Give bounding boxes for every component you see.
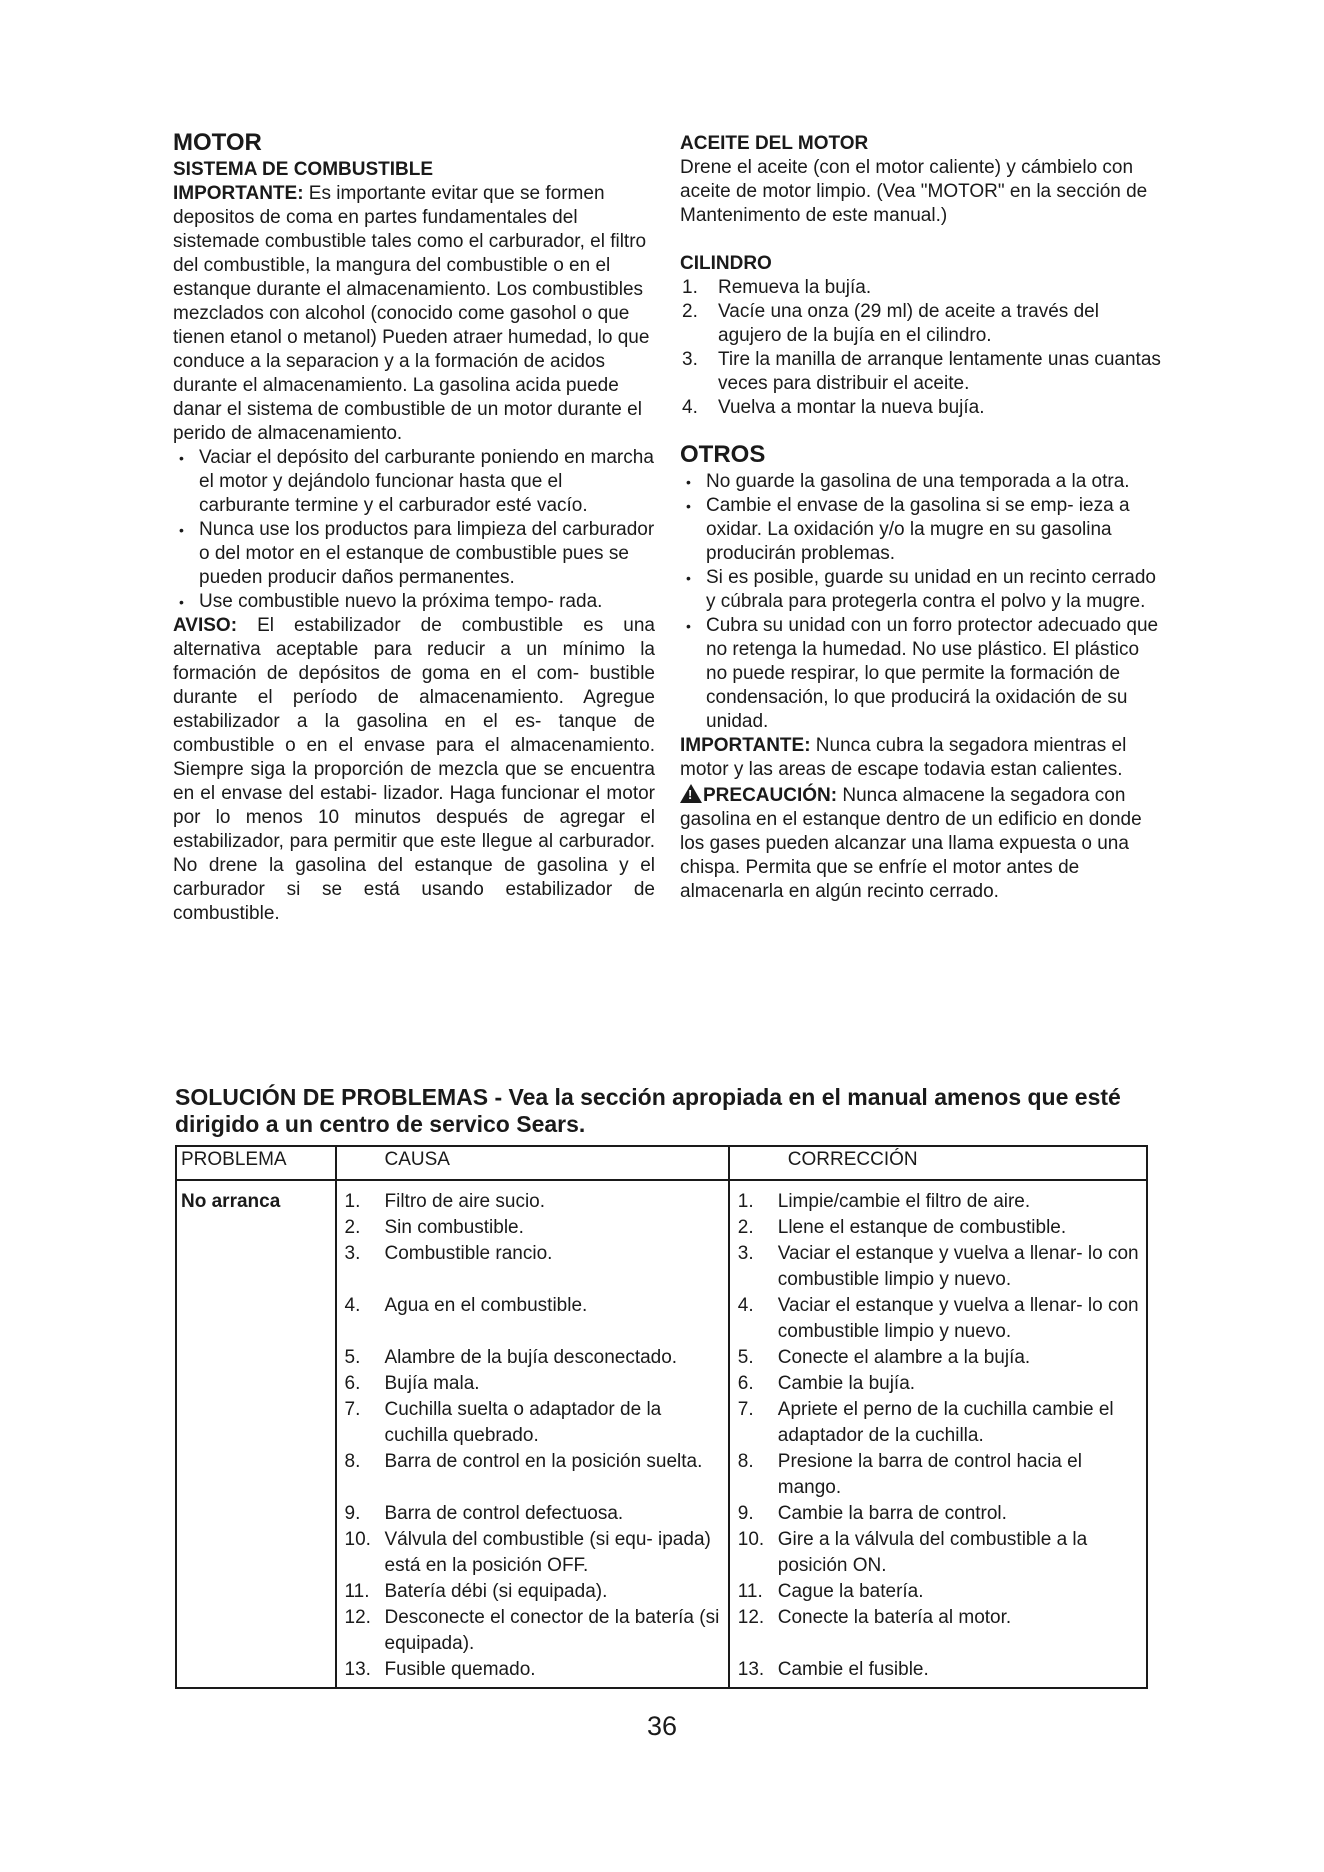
caution-label: PRECAUCIÓN: [703,785,838,806]
problem-cell: No arranca [176,1180,336,1688]
list-item: 3. Tire la manilla de arranque lentamente unas cuantas veces para distribuir el aceite. [682,349,1161,394]
cause-item: 4. Agua en el combustible. [344,1295,588,1316]
cause-item: 6. Bujía mala. [344,1373,480,1394]
list-item: • Vaciar el depósito del carburante poniendo en marcha el motor y dejándolo funcionar hasta que el carburante termine y el carburador esté vacío. [173,446,655,518]
right-important-paragraph [680,734,1162,782]
list-item: 4. Vuelva a montar la nueva bujía. [682,397,985,418]
cause-item: 2. Sin combustible. [344,1217,524,1238]
caution-text: Nunca almacene la segadora con gasolina en el estanque dentro de un edificio en donde los gases pueden alcanzar una llama expuesta o una chispa. Permita que se enfríe el motor antes de almacenarla en algún recinto cerrado. [680,785,1142,902]
cause-list [345,1189,724,1683]
cause-item: 10. Válvula del combustible (si equ- ipada) está en la posición OFF. [344,1529,711,1576]
correction-item: 9. Cambie la barra de control. [737,1503,1007,1524]
engine-oil-heading: ACEITE DEL MOTOR [680,133,869,154]
column-header-cause: CAUSA [336,1146,729,1180]
cylinder-steps [680,276,1162,420]
right-column [680,128,1162,904]
notice-label: AVISO: [173,615,238,636]
left-column [173,128,655,926]
list-item: • Cubra su unidad con un forro protector adecuado que no retenga la humedad. No use plástico. El plástico no puede respirar, lo que permite la formación de condensación, lo que producirá la oxidación de su unidad. [680,614,1162,734]
column-header-correction: CORRECCIÓN [729,1146,1147,1180]
fuel-bullet-list [173,446,655,614]
list-item: 1. Remueva la bujía. [682,277,872,298]
troubleshooting-table [175,1145,1148,1689]
correction-item: 11. Cague la batería. [737,1581,924,1602]
cylinder-heading: CILINDRO [680,253,772,274]
correction-item: 13. Cambie el fusible. [737,1659,929,1680]
correction-item: 7. Apriete el perno de la cuchilla cambie el adaptador de la cuchilla. [737,1399,1114,1446]
important-text: Nunca cubra la segadora mientras el motor y las areas de escape todavia estan calientes. [680,735,1127,780]
troubleshooting-section [175,1084,1160,1138]
fuel-important-paragraph [173,182,655,446]
cause-item: 5. Alambre de la bujía desconectado. [344,1347,678,1368]
warning-icon [680,784,702,803]
correction-item: 8. Presione la barra de control hacia el mango. [737,1451,1082,1498]
cause-item: 3. Combustible rancio. [344,1243,553,1264]
list-item: • Si es posible, guarde su unidad en un recinto cerrado y cúbrala para protegerla contra el polvo y la mugre. [680,566,1162,614]
correction-item: 5. Conecte el alambre a la bujía. [737,1347,1031,1368]
list-item: • Use combustible nuevo la próxima tempo- rada. [173,590,655,614]
list-item: • No guarde la gasolina de una temporada a la otra. [680,470,1162,494]
table-row [176,1180,1147,1688]
correction-item: 4. Vaciar el estanque y vuelva a llenar- lo con combustible limpio y nuevo. [737,1295,1139,1342]
correction-item: 3. Vaciar el estanque y vuelva a llenar- lo con combustible limpio y nuevo. [737,1243,1139,1290]
correction-item: 6. Cambie la bujía. [737,1373,916,1394]
notice-text: El estabilizador de combustible es una alternativa aceptable para reducir a un mínimo la formación de depósitos de goma en el com- bustible durante el período de almacenamiento. Agregue estabilizador a la gasolina en el es- tanque de combustible o en el envase para el almacenamiento. Siempre siga la proporción de mezcla que se encuentra en el envase del estabi- lizador. Haga funcionar el motor por lo menos 10 minutos después de agregar el estabilizador, para permitir que este llegue al carburador. No drene la gasolina del estanque de gasolina y el carburador si se está usando estabilizador de combustible. [173,615,655,924]
engine-oil-text: Drene el aceite (con el motor caliente) y cámbielo con aceite de motor limpio. (Vea "MOTOR" en la sección de Mantenimento de este manual.) [680,157,1148,226]
list-item: 2. Vacíe una onza (29 ml) de aceite a través del agujero de la bujía en el cilindro. [682,301,1099,346]
others-heading: OTROS [680,441,766,468]
important-text: Es importante evitar que se formen depositos de coma en partes fundamentales del sistemade combustible tales como el carburador, el filtro del combustible, la mangura del combustible o en el estanque durante el almacenamiento. Los combustibles mezclados con alcohol (conocido come gasohol o que tienen etanol o metanol) Pueden atraer humedad, lo que conduce a la separacion y a la formación de acidos durante el almacenamiento. La gasolina acida puede danar el sistema de combustible de un motor durante el perido de almacenamiento. [173,183,650,444]
cause-item: 1. Filtro de aire sucio. [344,1191,546,1212]
cause-item: 13. Fusible quemado. [344,1659,536,1680]
cause-item: 7. Cuchilla suelta o adaptador de la cuchilla quebrado. [344,1399,662,1446]
motor-heading: MOTOR [173,129,262,156]
caution-paragraph [680,784,1162,904]
notice-paragraph [173,614,655,926]
correction-item: 12. Conecte la batería al motor. [737,1607,1012,1628]
cause-item: 9. Barra de control defectuosa. [344,1503,624,1524]
correction-item: 1. Limpie/cambie el filtro de aire. [737,1191,1031,1212]
correction-item: 2. Llene el estanque de combustible. [737,1217,1067,1238]
page-number: 36 [646,1711,678,1741]
others-bullet-list [680,470,1162,734]
fuel-system-heading: SISTEMA DE COMBUSTIBLE [173,159,434,180]
cause-cell [336,1180,729,1688]
important-label: IMPORTANTE: [680,735,811,756]
list-item: • Nunca use los productos para limpieza del carburador o del motor en el estanque de combustible pues se pueden producir daños permanentes. [173,518,655,590]
correction-cell [729,1180,1147,1688]
correction-list [738,1189,1142,1683]
table-header-row [176,1146,1147,1180]
cause-item: 11. Batería débi (si equipada). [344,1581,608,1602]
troubleshooting-title: SOLUCIÓN DE PROBLEMAS - Vea la sección apropiada en el manual amenos que esté dirigido a un centro de servico Sears. [175,1084,1121,1137]
cause-item: 12. Desconecte el conector de la batería (si equipada). [344,1607,720,1654]
cause-item: 8. Barra de control en la posición suelta. [344,1451,703,1472]
column-header-problem: PROBLEMA [176,1146,336,1180]
list-item: • Cambie el envase de la gasolina si se emp- ieza a oxidar. La oxidación y/o la mugre en su gasolina producirán problemas. [680,494,1162,566]
important-label: IMPORTANTE: [173,183,304,204]
correction-item: 10. Gire a la válvula del combustible a la posición ON. [737,1529,1088,1576]
